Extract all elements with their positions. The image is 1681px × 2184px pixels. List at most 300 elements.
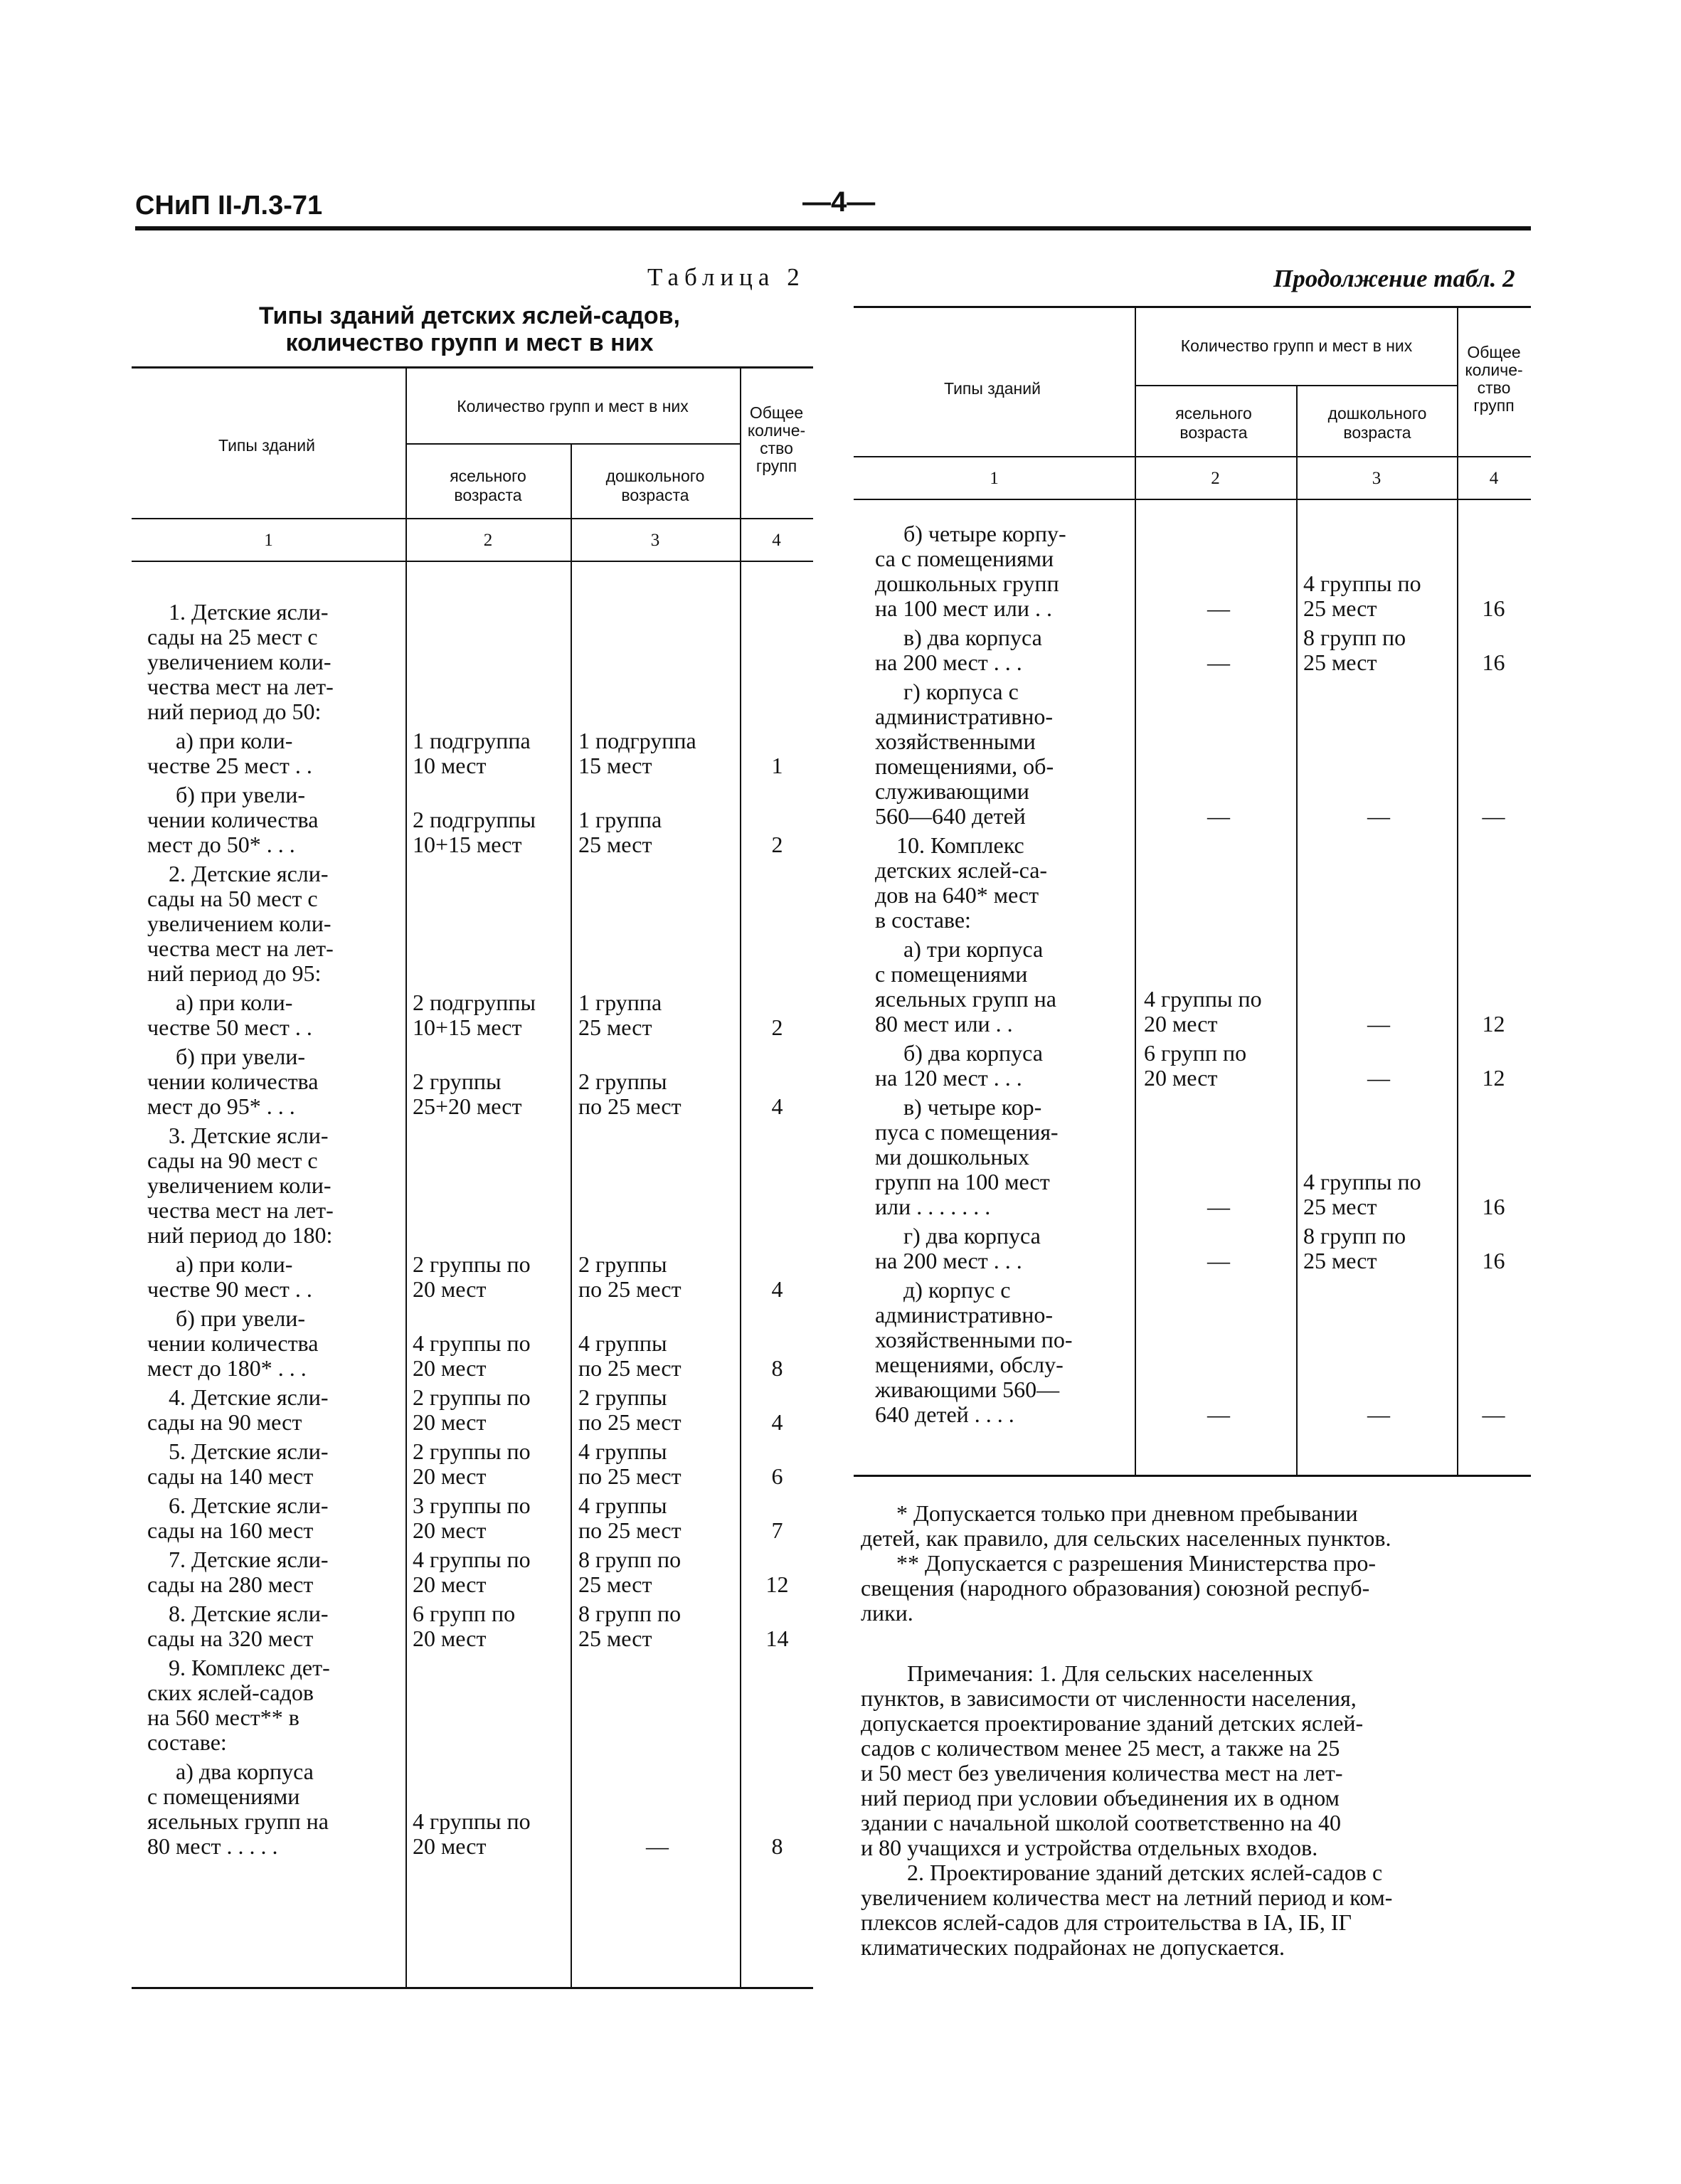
row-type-cell-line: сады на 90 мест	[147, 1409, 302, 1435]
row-nursery-cell-line: —	[1207, 650, 1230, 675]
row-type-cell-line: на 560 мест** в	[147, 1705, 299, 1730]
row-total-cell: 4	[771, 1093, 783, 1119]
row-type-cell-line: ний период до 95:	[147, 960, 322, 986]
row-type-cell-line: групп на 100 мест	[875, 1169, 1050, 1194]
row-total-cell: 8	[771, 1355, 783, 1381]
row-total-cell: 14	[765, 1626, 789, 1651]
row-nursery-cell-line: 20 мест	[413, 1571, 487, 1597]
row-total-cell: 1	[771, 753, 783, 778]
row-type-cell	[147, 1759, 403, 1859]
header-rule	[854, 456, 1531, 457]
header-total-line: количе-	[1465, 361, 1523, 379]
row-total-cell: 6	[771, 1463, 783, 1489]
note-line: здании с начальной школой соответственно на 40	[861, 1810, 1341, 1835]
column-rule	[740, 369, 741, 1987]
header-groups: Количество групп и мест в них	[1180, 336, 1413, 355]
row-type-cell-line: на 100 мест или . .	[875, 595, 1052, 621]
row-nursery-cell	[1144, 1041, 1293, 1091]
row-type-cell	[147, 1385, 403, 1435]
row-type-cell-line: сады на 25 мест с	[147, 624, 318, 650]
row-type-cell-line: сады на 160 мест	[147, 1517, 314, 1543]
row-type-cell-line: ясельных групп на	[875, 986, 1056, 1012]
row-preschool-cell-line: 4 группы по	[1303, 1169, 1421, 1194]
row-preschool-cell-line: 25 мест	[578, 1014, 652, 1040]
row-total-cell: 12	[765, 1571, 789, 1597]
row-nursery-cell	[413, 1601, 569, 1651]
row-type-cell-line: ми дошкольных	[875, 1144, 1029, 1170]
row-nursery-cell-line: —	[1207, 1401, 1230, 1427]
row-type-cell	[875, 1095, 1131, 1219]
row-type-cell-line: ских яслей-садов	[147, 1680, 314, 1705]
row-type-cell-line: ясельных групп на	[147, 1808, 329, 1834]
row-type-cell-line: 6. Детские ясли-	[169, 1493, 329, 1518]
row-nursery-cell-line: —	[1207, 1194, 1230, 1219]
row-nursery-cell-line: 2 подгруппы	[413, 990, 536, 1015]
row-type-cell-line: сады на 280 мест	[147, 1571, 314, 1597]
row-type-cell-line: в) четыре кор-	[903, 1094, 1042, 1120]
footnote-line: ** Допускается с разрешения Министерства про-	[896, 1550, 1377, 1576]
note-line: допускается проектирование зданий детских яслей-	[861, 1710, 1364, 1736]
row-type-cell-line: г) корпуса с	[903, 679, 1019, 704]
header-total-line: групп	[755, 457, 797, 475]
row-nursery-cell-line: 20 мест	[1144, 1065, 1218, 1091]
row-nursery-cell	[413, 1493, 569, 1543]
table-label: Таблица 2	[647, 263, 805, 291]
row-nursery-cell	[413, 1331, 569, 1381]
row-type-cell-line: чении количества	[147, 1330, 319, 1356]
row-type-cell-line: в составе:	[875, 907, 971, 933]
row-preschool-cell-line: 8 групп по	[1303, 625, 1406, 650]
row-preschool-cell-line: по 25 мест	[578, 1409, 682, 1435]
note-line: Примечания: 1. Для сельских населенных	[907, 1660, 1313, 1686]
row-preschool-cell-line: по 25 мест	[578, 1276, 682, 1302]
row-nursery-cell-line: —	[1207, 803, 1230, 829]
row-nursery-cell	[413, 1809, 569, 1859]
row-type-cell-line: 8. Детские ясли-	[169, 1601, 329, 1626]
row-preschool-cell-line: 25 мест	[1303, 595, 1377, 621]
row-type-cell-line: на 200 мест . . .	[875, 650, 1022, 675]
row-type-cell-line: в) два корпуса	[903, 625, 1042, 650]
row-preschool-cell-line: —	[1367, 1011, 1390, 1037]
row-type-cell-line: 4. Детские ясли-	[169, 1384, 329, 1410]
header-nursery	[1135, 404, 1293, 442]
row-type-cell-line: 1. Детские ясли-	[169, 599, 329, 625]
header-preschool-line: дошкольного	[605, 467, 705, 485]
row-type-cell-line: д) корпус с	[903, 1277, 1011, 1303]
row-preschool-cell	[1303, 804, 1454, 829]
row-type-cell	[147, 1547, 403, 1597]
row-type-cell-line: сады на 50 мест с	[147, 886, 318, 911]
header-preschool-line: возраста	[621, 486, 689, 504]
row-preschool-cell-line: 25 мест	[578, 1571, 652, 1597]
row-type-cell-line: увеличением коли-	[147, 1172, 332, 1198]
row-preschool-cell	[578, 1601, 736, 1651]
header-nursery-line: возраста	[454, 486, 522, 504]
row-nursery-cell	[413, 1385, 569, 1435]
row-type-cell	[875, 1041, 1131, 1091]
row-preschool-cell-line: по 25 мест	[578, 1517, 682, 1543]
row-nursery-cell-line: 20 мест	[413, 1517, 487, 1543]
table-left	[132, 366, 813, 1989]
row-type-cell-line: чества мест на лет-	[147, 1197, 334, 1223]
row-type-cell-line: честве 25 мест . .	[147, 753, 312, 778]
row-type-cell-line: г) два корпуса	[903, 1223, 1041, 1249]
row-total-cell: 7	[771, 1517, 783, 1543]
row-preschool-cell	[1303, 625, 1454, 675]
row-preschool-cell-line: 1 группа	[578, 990, 662, 1015]
row-type-cell-line: хозяйственными	[875, 728, 1036, 754]
row-type-cell-line: чении количества	[147, 807, 319, 832]
row-nursery-cell	[1144, 596, 1293, 621]
row-preschool-cell-line: 4 группы	[578, 1330, 667, 1356]
row-type-cell	[147, 1655, 403, 1755]
row-nursery-cell	[1144, 987, 1293, 1037]
row-nursery-cell-line: —	[1207, 595, 1230, 621]
row-type-cell	[147, 862, 403, 986]
note-line: плексов яслей-садов для строительства в IА, IБ, IГ	[861, 1909, 1352, 1935]
row-preschool-cell	[578, 728, 736, 778]
row-type-cell-line: пуса с помещения-	[875, 1119, 1059, 1145]
row-total-cell: 4	[771, 1276, 783, 1302]
table-right	[854, 306, 1531, 1477]
row-nursery-cell-line: 20 мест	[413, 1626, 487, 1651]
header-total-line: количе-	[747, 421, 806, 440]
header-types: Типы зданий	[218, 436, 315, 455]
row-type-cell-line: б) при увели-	[176, 1044, 306, 1069]
row-type-cell	[147, 1306, 403, 1381]
header-rule	[854, 499, 1531, 500]
row-preschool-cell	[1303, 1066, 1454, 1091]
row-type-cell	[875, 833, 1131, 933]
row-preschool-cell	[1303, 1402, 1454, 1427]
row-type-cell-line: а) при коли-	[176, 990, 293, 1015]
row-type-cell	[147, 783, 403, 857]
row-preschool-cell-line: по 25 мест	[578, 1463, 682, 1489]
row-type-cell-line: чества мест на лет-	[147, 674, 334, 699]
row-type-cell-line: чества мест на лет-	[147, 935, 334, 961]
row-total-cell: 8	[771, 1833, 783, 1859]
header-subrule	[405, 443, 740, 445]
row-preschool-cell	[578, 1385, 736, 1435]
column-number: 3	[650, 531, 660, 550]
row-preschool-cell	[578, 1439, 736, 1489]
row-type-cell	[875, 1278, 1131, 1427]
column-number: 4	[1489, 469, 1499, 488]
row-type-cell	[147, 1601, 403, 1651]
row-preschool-cell	[578, 1547, 736, 1597]
row-nursery-cell-line: 4 группы по	[413, 1547, 531, 1572]
row-nursery-cell-line: 4 группы по	[413, 1808, 531, 1834]
row-type-cell-line: дов на 640* мест	[875, 882, 1039, 908]
footnote-line: * Допускается только при дневном пребывании	[896, 1500, 1358, 1526]
row-nursery-cell-line: 2 группы по	[413, 1251, 531, 1277]
note-line: 2. Проектирование зданий детских яслей-садов с	[907, 1860, 1383, 1885]
row-nursery-cell	[413, 1439, 569, 1489]
row-type-cell-line: ний период до 180:	[147, 1222, 333, 1248]
header-nursery-line: ясельного	[1175, 404, 1252, 423]
row-preschool-cell	[1303, 1012, 1454, 1037]
row-preschool-cell-line: 25 мест	[1303, 650, 1377, 675]
row-type-cell-line: мещениями, обслу-	[875, 1352, 1064, 1377]
row-nursery-cell	[1144, 1249, 1293, 1273]
row-nursery-cell-line: 2 группы по	[413, 1438, 531, 1464]
row-preschool-cell	[1303, 571, 1454, 621]
row-type-cell	[875, 1224, 1131, 1273]
row-type-cell-line: административно-	[875, 1302, 1054, 1327]
row-preschool-cell-line: 25 мест	[1303, 1248, 1377, 1273]
header-rule	[132, 518, 813, 519]
footnote-line: свещения (народного образования) союзной респуб-	[861, 1575, 1370, 1601]
row-type-cell-line: а) при коли-	[176, 1251, 293, 1277]
row-type-cell-line: 2. Детские ясли-	[169, 861, 329, 886]
row-nursery-cell-line: 20 мест	[413, 1833, 487, 1859]
row-preschool-cell-line: 8 групп по	[578, 1547, 682, 1572]
header-nursery	[405, 467, 571, 505]
note-line: и 80 учащихся и устройства отдельных входов.	[861, 1835, 1318, 1860]
row-type-cell-line: увеличением коли-	[147, 649, 332, 674]
header-preschool	[573, 467, 738, 505]
row-preschool-cell-line: 8 групп по	[1303, 1223, 1406, 1249]
row-nursery-cell-line: 4 группы по	[413, 1330, 531, 1356]
page-number: —4—	[802, 186, 876, 218]
header-preschool	[1296, 404, 1458, 442]
row-preschool-cell-line: 1 подгруппа	[578, 728, 696, 753]
row-nursery-cell-line: 20 мест	[1144, 1011, 1218, 1037]
row-nursery-cell-line: 20 мест	[413, 1276, 487, 1302]
row-total-cell: 12	[1482, 1011, 1505, 1037]
column-rule	[405, 369, 407, 1987]
column-number: 1	[264, 531, 273, 550]
row-preschool-cell-line: 2 группы	[578, 1069, 667, 1094]
row-total-cell: —	[1482, 1401, 1505, 1427]
row-total-cell: 16	[1482, 650, 1505, 675]
row-type-cell-line: а) два корпуса	[176, 1759, 314, 1784]
row-preschool-cell	[1303, 1224, 1454, 1273]
row-type-cell-line: честве 50 мест . .	[147, 1014, 312, 1040]
note-line: увеличением количества мест на летний период и ком-	[861, 1885, 1393, 1910]
row-type-cell-line: чении количества	[147, 1069, 319, 1094]
row-nursery-cell-line: 20 мест	[413, 1463, 487, 1489]
row-type-cell	[147, 1493, 403, 1543]
row-nursery-cell-line: —	[1207, 1248, 1230, 1273]
row-type-cell-line: сады на 140 мест	[147, 1463, 314, 1489]
footnotes	[861, 1501, 1665, 1626]
row-preschool-cell-line: 25 мест	[578, 832, 652, 857]
row-nursery-cell-line: 20 мест	[413, 1355, 487, 1381]
row-type-cell-line: а) три корпуса	[903, 936, 1044, 962]
row-preschool-cell-line: 2 группы	[578, 1384, 667, 1410]
row-total-cell: 4	[771, 1409, 783, 1435]
note-line: садов с количеством менее 25 мест, а также на 25	[861, 1735, 1340, 1761]
row-type-cell	[147, 1252, 403, 1302]
header-total	[1457, 344, 1531, 415]
row-type-cell-line: дошкольных групп	[875, 571, 1059, 596]
column-number: 2	[483, 531, 493, 550]
row-total-cell: 16	[1482, 1248, 1505, 1273]
row-nursery-cell	[413, 728, 569, 778]
header-total-line: Общее	[1467, 343, 1521, 361]
row-type-cell-line: мест до 95* . . .	[147, 1093, 295, 1119]
header-preschool-line: возраста	[1343, 423, 1411, 442]
row-type-cell-line: а) при коли-	[176, 728, 293, 753]
table-continuation-label: Продолжение табл. 2	[1273, 265, 1515, 292]
row-type-cell-line: административно-	[875, 704, 1054, 729]
row-nursery-cell	[413, 807, 569, 857]
row-type-cell-line: хозяйственными по-	[875, 1327, 1073, 1352]
row-nursery-cell	[413, 990, 569, 1040]
row-type-cell-line: б) при увели-	[176, 1305, 306, 1331]
row-nursery-cell	[1144, 650, 1293, 675]
header-groups: Количество групп и мест в них	[457, 397, 689, 415]
row-type-cell-line: служивающими	[875, 778, 1029, 804]
column-number: 2	[1211, 469, 1220, 488]
row-preschool-cell-line: 15 мест	[578, 753, 652, 778]
row-nursery-cell	[413, 1547, 569, 1597]
column-number: 4	[772, 531, 781, 550]
row-type-cell-line: увеличением коли-	[147, 911, 332, 936]
row-type-cell-line: или . . . . . . .	[875, 1194, 991, 1219]
notes	[861, 1661, 1665, 1960]
row-preschool-cell-line: 4 группы	[578, 1438, 667, 1464]
row-preschool-cell-line: по 25 мест	[578, 1355, 682, 1381]
header-nursery-line: ясельного	[450, 467, 526, 485]
header-total-line: групп	[1473, 396, 1515, 415]
row-preschool-cell	[578, 1834, 736, 1859]
row-type-cell-line: 9. Комплекс дет-	[169, 1655, 330, 1680]
row-type-cell-line: живающими 560—	[875, 1377, 1060, 1402]
table-title	[213, 302, 726, 356]
note-line: и 50 мест без увеличения количества мест на лет-	[861, 1760, 1343, 1786]
row-nursery-cell-line: 2 группы	[413, 1069, 502, 1094]
row-preschool-cell	[1303, 1170, 1454, 1219]
column-rule	[1296, 385, 1298, 1475]
row-preschool-cell	[578, 990, 736, 1040]
footnote-line: лики.	[861, 1600, 913, 1626]
row-type-cell-line: детских яслей-са-	[875, 857, 1048, 883]
column-rule	[571, 443, 572, 1987]
row-type-cell-line: составе:	[147, 1729, 227, 1755]
row-nursery-cell-line: 3 группы по	[413, 1493, 531, 1518]
row-nursery-cell-line: 1 подгруппа	[413, 728, 531, 753]
header-preschool-line: дошкольного	[1327, 404, 1427, 423]
row-nursery-cell	[1144, 804, 1293, 829]
footnote-line: детей, как правило, для сельских населенных пунктов.	[861, 1525, 1391, 1551]
column-rule	[1457, 308, 1458, 1475]
row-preschool-cell-line: 1 группа	[578, 807, 662, 832]
row-nursery-cell-line: 10+15 мест	[413, 1014, 522, 1040]
row-total-cell: 16	[1482, 595, 1505, 621]
row-type-cell-line: на 200 мест . . .	[875, 1248, 1022, 1273]
row-preschool-cell	[578, 1252, 736, 1302]
row-type-cell-line: 5. Детские ясли-	[169, 1438, 329, 1464]
header-rule	[132, 561, 813, 562]
note-line: климатических подрайонах не допускается.	[861, 1934, 1285, 1960]
row-type-cell-line: 3. Детские ясли-	[169, 1123, 329, 1148]
table-title-line: Типы зданий детских яслей-садов,	[259, 302, 680, 329]
header-total-line: ство	[1477, 378, 1511, 397]
row-preschool-cell-line: 25 мест	[578, 1626, 652, 1651]
row-preschool-cell-line: —	[1367, 1401, 1390, 1427]
row-type-cell-line: мест до 180* . . .	[147, 1355, 307, 1381]
header-total	[740, 404, 813, 475]
row-type-cell-line: 80 мест . . . . .	[147, 1833, 278, 1859]
row-type-cell-line: 560—640 детей	[875, 803, 1026, 829]
document-code: СНиП II-Л.3-71	[135, 191, 323, 221]
row-nursery-cell	[413, 1069, 569, 1119]
row-preschool-cell-line: 2 группы	[578, 1251, 667, 1277]
row-type-cell-line: 7. Детские ясли-	[169, 1547, 329, 1572]
row-preschool-cell-line: —	[646, 1833, 669, 1859]
header-types: Типы зданий	[944, 379, 1041, 398]
header-total-line: Общее	[749, 403, 804, 422]
row-preschool-cell-line: 4 группы	[578, 1493, 667, 1518]
row-preschool-cell	[578, 1069, 736, 1119]
row-total-cell: —	[1482, 803, 1505, 829]
row-preschool-cell-line: 25 мест	[1303, 1194, 1377, 1219]
row-type-cell	[147, 1044, 403, 1119]
row-type-cell-line: б) два корпуса	[903, 1040, 1043, 1066]
row-nursery-cell-line: 4 группы по	[1144, 986, 1262, 1012]
row-type-cell	[147, 1123, 403, 1248]
row-preschool-cell-line: по 25 мест	[578, 1093, 682, 1119]
row-nursery-cell	[1144, 1194, 1293, 1219]
row-type-cell-line: с помещениями	[875, 961, 1028, 987]
row-type-cell-line: сады на 90 мест с	[147, 1147, 318, 1173]
row-type-cell	[147, 990, 403, 1040]
row-nursery-cell	[413, 1252, 569, 1302]
row-preschool-cell	[578, 1331, 736, 1381]
row-total-cell: 16	[1482, 1194, 1505, 1219]
row-type-cell-line: честве 90 мест . .	[147, 1276, 312, 1302]
row-nursery-cell-line: 2 подгруппы	[413, 807, 536, 832]
column-number: 3	[1372, 469, 1382, 488]
row-total-cell: 2	[771, 832, 783, 857]
row-type-cell-line: помещениями, об-	[875, 753, 1054, 779]
row-preschool-cell	[578, 1493, 736, 1543]
row-preschool-cell-line: —	[1367, 803, 1390, 829]
row-type-cell	[875, 679, 1131, 829]
row-type-cell-line: ний период до 50:	[147, 699, 322, 724]
note-line: пунктов, в зависимости от численности населения,	[861, 1685, 1357, 1711]
header-nursery-line: возраста	[1179, 423, 1248, 442]
row-preschool-cell-line: 8 групп по	[578, 1601, 682, 1626]
row-preschool-cell	[578, 807, 736, 857]
row-nursery-cell-line: 20 мест	[413, 1409, 487, 1435]
row-type-cell	[875, 937, 1131, 1037]
row-nursery-cell-line: 6 групп по	[1144, 1040, 1247, 1066]
row-nursery-cell-line: 2 группы по	[413, 1384, 531, 1410]
row-type-cell	[147, 728, 403, 778]
row-type-cell-line: сады на 320 мест	[147, 1626, 314, 1651]
row-nursery-cell-line: 25+20 мест	[413, 1093, 522, 1119]
column-number: 1	[990, 469, 999, 488]
header-rule	[135, 226, 1531, 230]
row-type-cell-line: с помещениями	[147, 1783, 300, 1809]
row-type-cell	[147, 600, 403, 724]
row-type-cell-line: 80 мест или . .	[875, 1011, 1013, 1037]
row-type-cell	[875, 625, 1131, 675]
row-type-cell-line: на 120 мест . . .	[875, 1065, 1022, 1091]
row-total-cell: 12	[1482, 1065, 1505, 1091]
note-line: ний период при условии объединения их в одном	[861, 1785, 1340, 1811]
row-type-cell	[875, 521, 1131, 621]
row-nursery-cell-line: 6 групп по	[413, 1601, 516, 1626]
row-preschool-cell-line: —	[1367, 1065, 1390, 1091]
row-nursery-cell-line: 10+15 мест	[413, 832, 522, 857]
row-preschool-cell-line: 4 группы по	[1303, 571, 1421, 596]
row-type-cell	[147, 1439, 403, 1489]
row-nursery-cell	[1144, 1402, 1293, 1427]
